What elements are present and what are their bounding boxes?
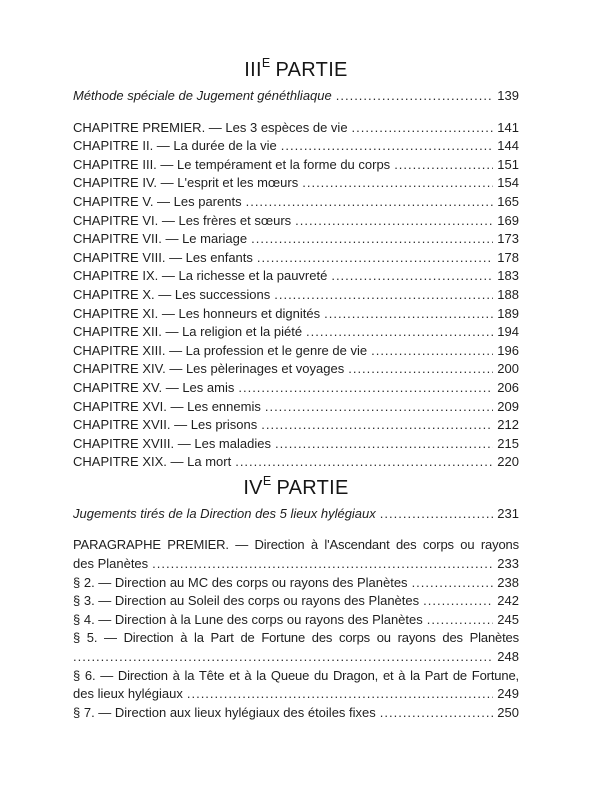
- entry-label: des lieux hylégiaux: [73, 686, 183, 702]
- entry-label: CHAPITRE VIII. — Les enfants: [73, 249, 253, 265]
- entry-label: CHAPITRE VI. — Les frères et sœurs: [73, 212, 292, 228]
- entry-label: CHAPITRE IX. — La richesse et la pauvreté: [73, 268, 328, 284]
- dot-leader: [324, 305, 493, 324]
- dot-leader: [238, 379, 493, 398]
- entry-label: CHAPITRE XIX. — La mort: [73, 454, 232, 470]
- dot-leader: [371, 342, 493, 361]
- entry-label: § 3. — Direction au Soleil des corps ou rayons des Planètes: [73, 593, 420, 609]
- entry-label: § 2. — Direction au MC des corps ou rayons des Planètes: [73, 574, 408, 590]
- entry-label: § 4. — Direction à la Lune des corps ou rayons des Planètes: [73, 611, 423, 627]
- toc-entry-row: [73, 267, 519, 286]
- entry-label: CHAPITRE XIV. — Les pèlerinages et voyages: [73, 361, 345, 377]
- part-ordinal-superscript: E: [262, 474, 272, 489]
- toc-entries: [73, 119, 519, 472]
- entry-label: § 7. — Direction aux lieux hylégiaux des étoiles fixes: [73, 704, 376, 720]
- page-number: 173: [497, 231, 519, 247]
- entry-label: des Planètes: [73, 556, 149, 572]
- toc-entry-row: [73, 592, 519, 611]
- dot-leader: [235, 453, 493, 472]
- part-word: PARTIE: [276, 476, 349, 499]
- dot-leader: [380, 505, 494, 524]
- page-number: 209: [497, 398, 519, 414]
- part-numeral: IV: [243, 476, 263, 499]
- toc-entry-row: [73, 193, 519, 212]
- page-number: 154: [497, 175, 519, 191]
- page-number: 242: [497, 593, 519, 609]
- part-heading: [73, 476, 519, 500]
- entry-line: § 6. — Direction à la Tête et à la Queue du Dragon, et à la Part de Fortune,: [73, 667, 519, 683]
- dot-leader: [423, 592, 493, 611]
- page-number: 231: [497, 505, 519, 521]
- entry-label: CHAPITRE XIII. — La profession et le genre de vie: [73, 342, 368, 358]
- page-number: 183: [497, 268, 519, 284]
- page-number: 144: [497, 138, 519, 154]
- page-number: 200: [497, 361, 519, 377]
- entry-line: PARAGRAPHE PREMIER. — Direction à l'Ascendant des corps ou rayons: [73, 537, 519, 553]
- toc-content: [73, 58, 519, 722]
- toc-section: [73, 476, 519, 723]
- entry-label: CHAPITRE XII. — La religion et la piété: [73, 324, 303, 340]
- dot-leader: [251, 230, 493, 249]
- entry-label: CHAPITRE VII. — Le mariage: [73, 231, 248, 247]
- dot-leader: [265, 398, 493, 417]
- toc-entry-row: [73, 416, 519, 435]
- entry-label: CHAPITRE XI. — Les honneurs et dignités: [73, 305, 321, 321]
- entry-label: CHAPITRE X. — Les successions: [73, 286, 271, 302]
- dot-leader: [412, 574, 494, 593]
- page-number: 194: [497, 324, 519, 340]
- entry-label: Jugements tirés de la Direction des 5 lieux hylégiaux: [73, 505, 376, 521]
- toc-entry-row: [73, 156, 519, 175]
- entry-label: CHAPITRE PREMIER. — Les 3 espèces de vie: [73, 119, 348, 135]
- toc-entry-row: [73, 648, 519, 667]
- toc-entry-row: [73, 119, 519, 138]
- part-numeral: III: [244, 59, 262, 81]
- dot-leader: [302, 174, 493, 193]
- entry-label: CHAPITRE V. — Les parents: [73, 193, 242, 209]
- page-number: 250: [497, 704, 519, 720]
- entry-label: Méthode spéciale de Jugement généthliaque: [73, 88, 332, 103]
- entry-label: CHAPITRE IV. — L'esprit et les mœurs: [73, 175, 299, 191]
- page-number: 196: [497, 342, 519, 358]
- page-number: 188: [497, 286, 519, 302]
- dot-leader: [336, 87, 494, 106]
- page-number: 248: [497, 649, 519, 665]
- page-number: 233: [497, 556, 519, 572]
- dot-leader: [246, 193, 494, 212]
- toc-entry-row: [73, 435, 519, 454]
- dot-leader: [274, 286, 493, 305]
- dot-leader: [281, 137, 494, 156]
- toc-entries: [73, 536, 519, 722]
- part-word: PARTIE: [275, 59, 348, 81]
- page-number: 151: [497, 156, 519, 172]
- dot-leader: [348, 360, 493, 379]
- dot-leader: [152, 555, 493, 574]
- part-subtitle-row: [73, 87, 519, 106]
- page-number: 165: [497, 193, 519, 209]
- dot-leader: [427, 611, 494, 630]
- toc-entry-row: [73, 342, 519, 361]
- toc-entry-row: [73, 323, 519, 342]
- toc-entry-row: [73, 555, 519, 574]
- dot-leader: [306, 323, 493, 342]
- part-subtitle-row: [73, 505, 519, 524]
- page-number: 212: [497, 417, 519, 433]
- entry-label: CHAPITRE XV. — Les amis: [73, 379, 235, 395]
- page-number: 189: [497, 305, 519, 321]
- part-ordinal-superscript: E: [261, 56, 271, 71]
- dot-leader: [187, 685, 493, 704]
- page-number: 215: [497, 435, 519, 451]
- entry-label: CHAPITRE XVIII. — Les maladies: [73, 435, 271, 451]
- dot-leader: [394, 156, 493, 175]
- dot-leader: [275, 435, 493, 454]
- entry-label: CHAPITRE II. — La durée de la vie: [73, 138, 277, 154]
- toc-section: [73, 58, 519, 472]
- part-heading: [73, 58, 519, 82]
- dot-leader: [73, 648, 493, 667]
- dot-leader: [261, 416, 493, 435]
- toc-entry-row: [73, 212, 519, 231]
- toc-entry-row: [73, 398, 519, 417]
- toc-entry-row: [73, 360, 519, 379]
- dot-leader: [380, 704, 494, 723]
- entry-label: CHAPITRE XVII. — Les prisons: [73, 417, 258, 433]
- entry-line: § 5. — Direction à la Part de Fortune des corps ou rayons des Planètes: [73, 630, 519, 646]
- toc-entry-row: [73, 286, 519, 305]
- page-number: 178: [497, 249, 519, 265]
- page-number: 249: [497, 686, 519, 702]
- page-number: 139: [497, 88, 519, 103]
- dot-leader: [352, 119, 494, 138]
- toc-entry-row: [73, 249, 519, 268]
- entry-label: CHAPITRE XVI. — Les ennemis: [73, 398, 261, 414]
- toc-entry-row: [73, 305, 519, 324]
- toc-entry-row: [73, 685, 519, 704]
- dot-leader: [331, 267, 493, 286]
- toc-entry-row: [73, 611, 519, 630]
- entry-label: CHAPITRE III. — Le tempérament et la forme du corps: [73, 156, 391, 172]
- toc-entry-row: [73, 174, 519, 193]
- toc-entry-row: [73, 379, 519, 398]
- page-number: 169: [497, 212, 519, 228]
- page-number: 238: [497, 574, 519, 590]
- toc-entry-row: [73, 453, 519, 472]
- page-number: 141: [497, 119, 519, 135]
- toc-entry-row: [73, 574, 519, 593]
- toc-entry-row: [73, 230, 519, 249]
- page-number: 220: [497, 454, 519, 470]
- dot-leader: [295, 212, 493, 231]
- page-number: 206: [497, 379, 519, 395]
- dot-leader: [257, 249, 493, 268]
- toc-entry-row: [73, 137, 519, 156]
- page-number: 245: [497, 611, 519, 627]
- toc-entry-row: [73, 704, 519, 723]
